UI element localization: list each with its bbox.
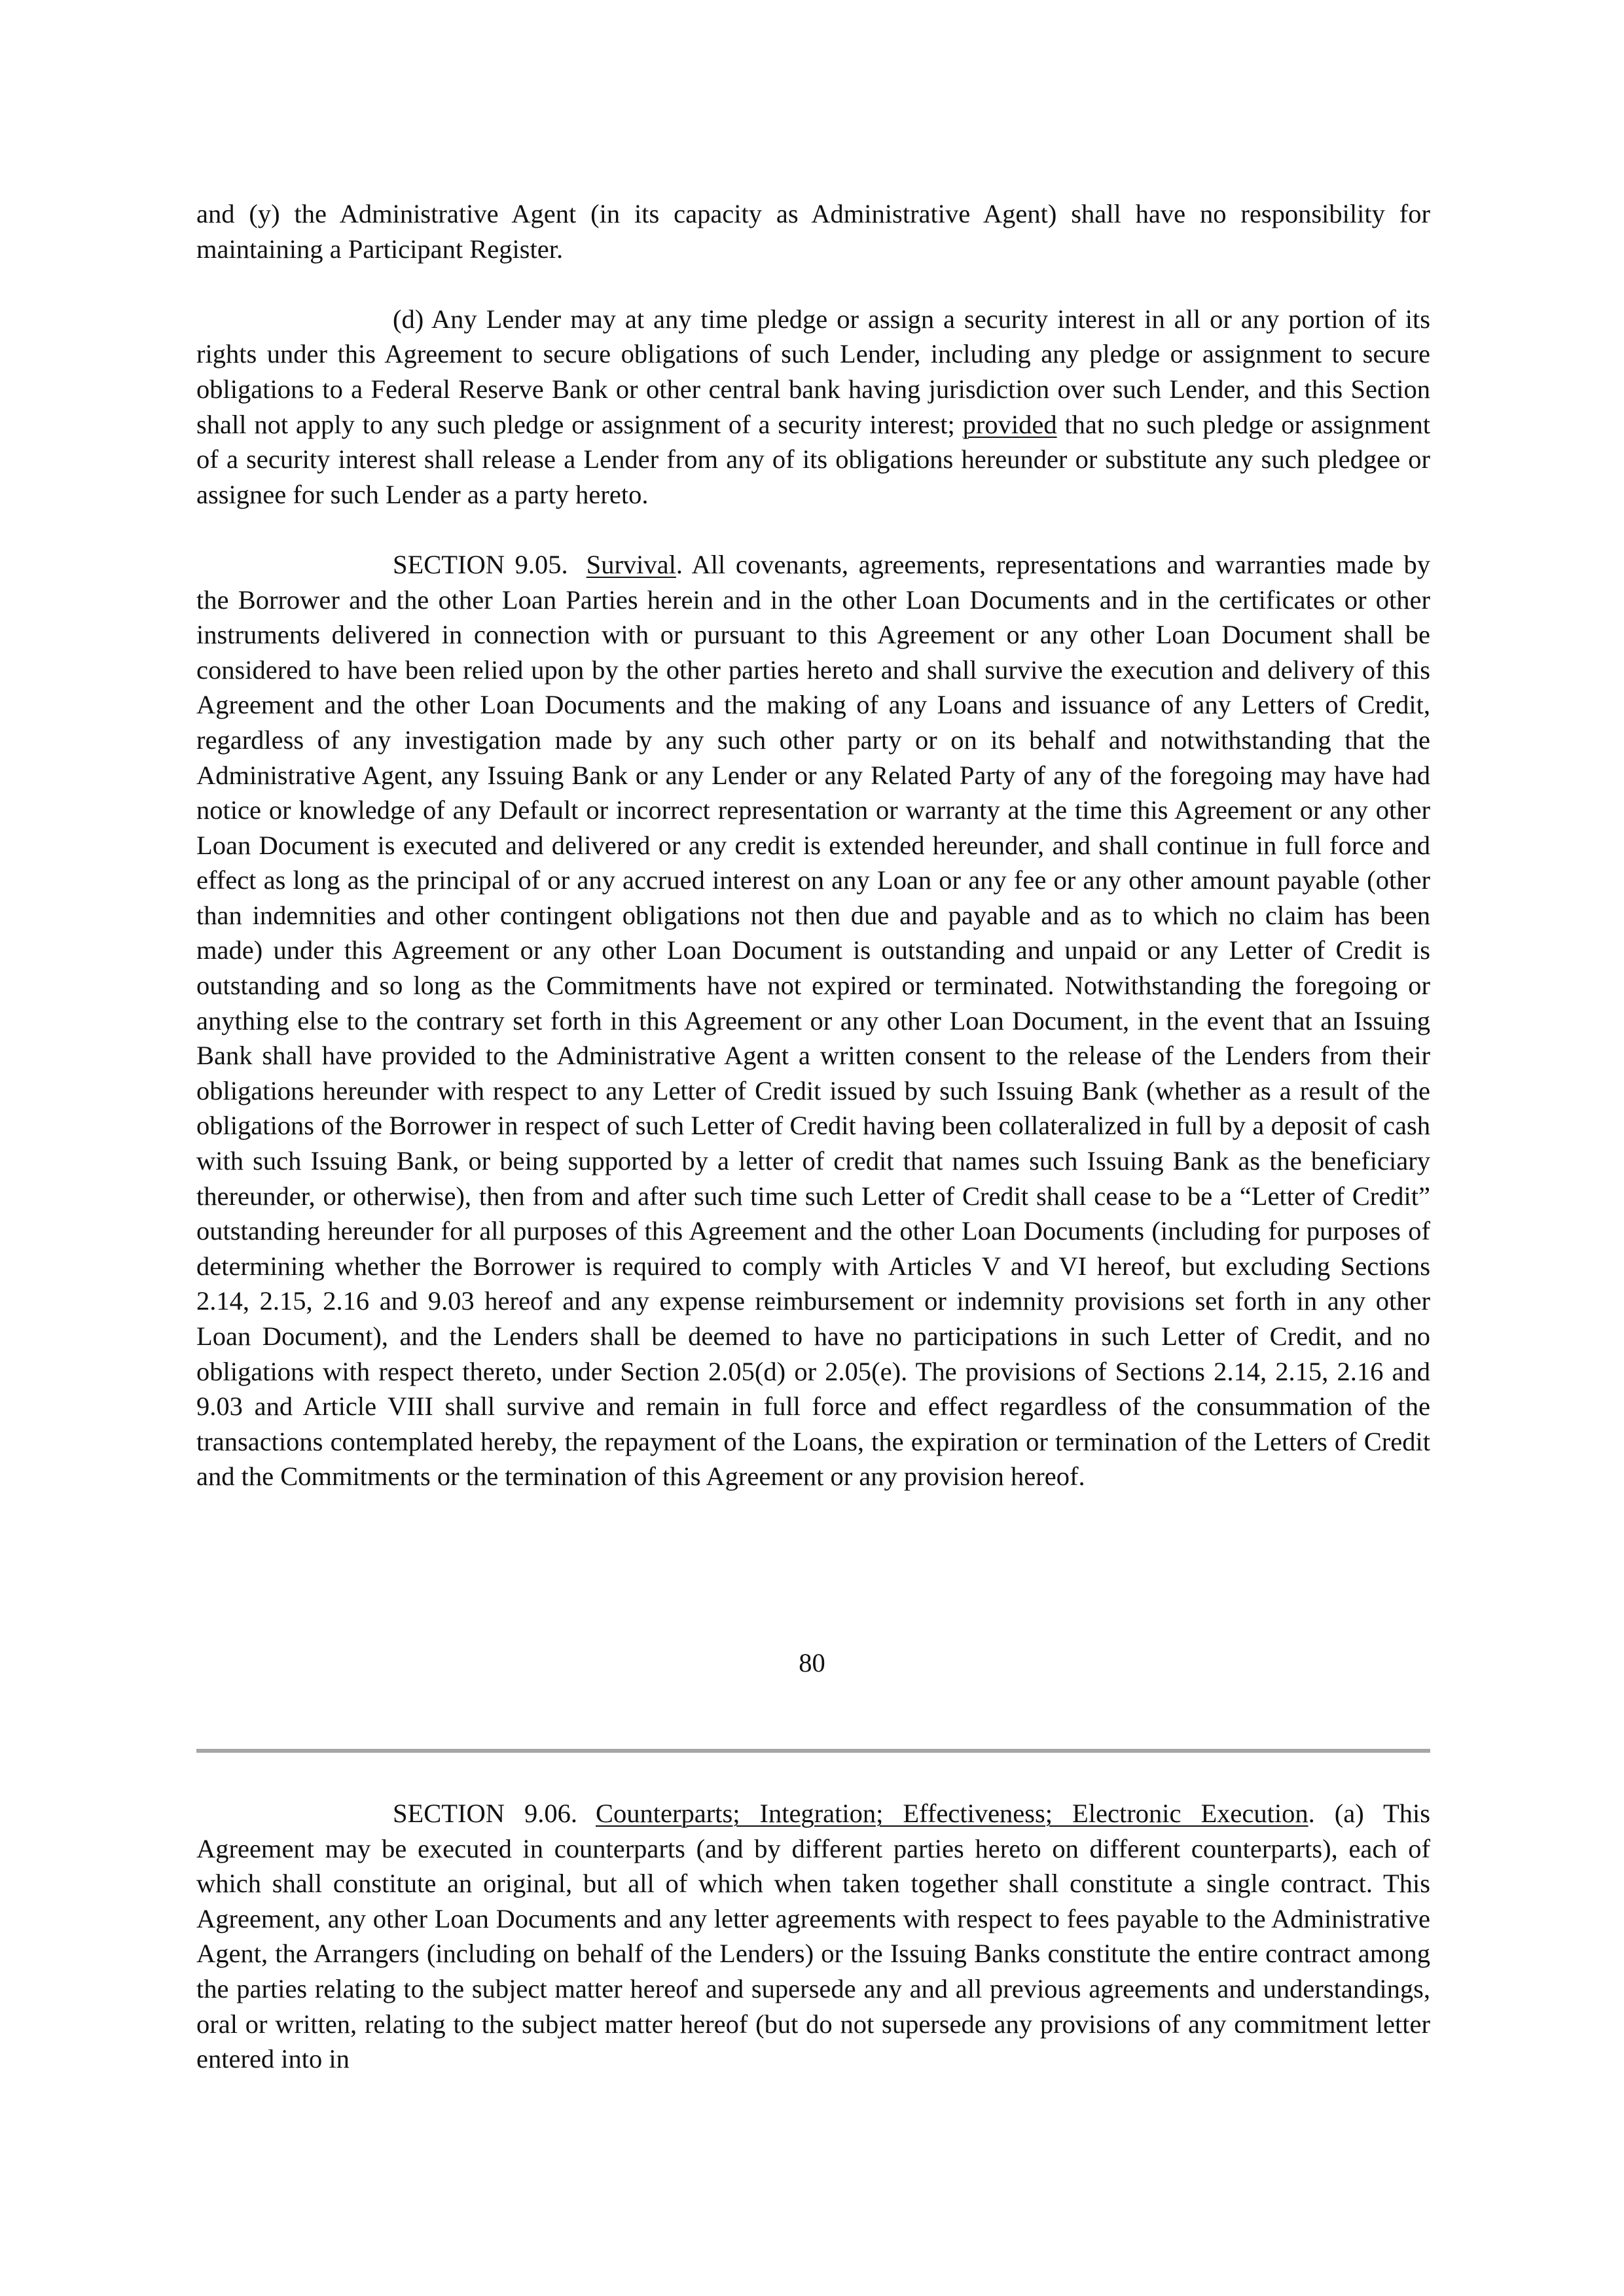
paragraph-participant-register: and (y) the Administrative Agent (in its capacity as Administrative Agent) shall have no responsibility for maintaining a Participant Register.	[196, 199, 1430, 264]
section-9-06-body: (a) This Agreement may be executed in counterparts (and by different parties hereto on different counterparts), each of which shall constitute an original, but all of which when taken together shall constitute a single contract. This Agreement, any other Loan Documents and any letter agreements with respect to fees payable to the Administrative Agent, the Arrangers (including on behalf of the Lenders) or the Issuing Banks constitute the entire contract among the parties relating to the subject matter hereof and supersede any and all previous agreements and understandings, oral or written, relating to the subject matter hereof (but do not supersede any provisions of any commitment letter entered into in	[196, 1799, 1430, 2074]
page-number: 80	[799, 1648, 825, 1677]
page-text-top	[196, 196, 1430, 1494]
section-9-05	[196, 547, 1430, 1494]
provided-term: provided	[962, 409, 1057, 439]
section-9-06-period: .	[1308, 1799, 1315, 1828]
section-9-05-title: Survival	[586, 549, 676, 579]
page-text-bottom	[196, 1796, 1430, 2077]
section-9-06-label: SECTION 9.06.	[393, 1799, 577, 1828]
page-separator	[196, 1749, 1430, 1753]
paragraph-pledge-d-rest: that no such pledge or assignment of a security interest shall release a Lender from any of its obligations hereunder or substitute any such pledgee or assignee for such Lender as a party hereto.	[196, 409, 1431, 509]
section-9-05-body: . All covenants, agreements, representations and warranties made by the Borrower and the other Loan Parties herein and in the other Loan Documents and in the certificates or other instruments delivered in connection with or pursuant to this Agreement or any other Loan Document shall be considered to have been relied upon by the other parties hereto and shall survive the execution and delivery of this Agreement and the other Loan Documents and the making of any Loans and issuance of any Letters of Credit, regardless of any investigation made by any such other party or on its behalf and notwithstanding that the Administrative Agent, any Issuing Bank or any Lender or any Related Party of any of the foregoing may have had notice or knowledge of any Default or incorrect representation or warranty at the time this Agreement or any other Loan Document is executed and delivered or any credit is extended hereunder, and shall continue in full force and effect as long as the principal of or any accrued interest on any Loan or any fee or any other amount payable (other than indemnities and other contingent obligations not then due and payable and as to which no claim has been made) under this Agreement or any other Loan Document is outstanding and unpaid or any Letter of Credit is outstanding and so long as the Commitments have not expired or terminated. Notwithstanding the foregoing or anything else to the contrary set forth in this Agreement or any other Loan Document, in the event that an Issuing Bank shall have provided to the Administrative Agent a written consent to the release of the Lenders from their obligations hereunder with respect to any Letter of Credit issued by such Issuing Bank (whether as a result of the obligations of the Borrower in respect of such Letter of Credit having been collateralized in full by a deposit of cash with such Issuing Bank, or being supported by a letter of credit that names such Issuing Bank as the beneficiary thereunder, or otherwise), then from and after such time such Letter of Credit shall cease to be a “Letter of Credit” outstanding hereunder for all purposes of this Agreement and the other Loan Documents (including for purposes of determining whether the Borrower is required to comply with Articles V and VI hereof, but excluding Sections 2.14, 2.15, 2.16 and 9.03 hereof and any expense reimbursement or indemnity provisions set forth in any other Loan Document), and the Lenders shall be deemed to have no participations in such Letter of Credit, and no obligations with respect thereto, under Section 2.05(d) or 2.05(e). The provisions of Sections 2.14, 2.15, 2.16 and 9.03 and Article VIII shall survive and remain in full force and effect regardless of the consummation of the transactions contemplated hereby, the repayment of the Loans, the expiration or termination of the Letters of Credit and the Commitments or the termination of this Agreement or any provision hereof.	[196, 549, 1430, 1492]
section-9-06-title: Counterparts; Integration; Effectiveness; Electronic Execution	[596, 1799, 1308, 1828]
section-9-05-label: SECTION 9.05.	[393, 549, 568, 579]
paragraph-pledge-d	[196, 302, 1430, 512]
section-9-06	[196, 1796, 1430, 2077]
paragraph-pledge-d-text: (d) Any Lender may at any time pledge or assign a security interest in all or any portion of its rights under this Agreement to secure obligations of such Lender, including any pledge or assignment to secure obligations to a Federal Reserve Bank or other central bank having jurisdiction over such Lender, and this Section shall not apply to any such pledge or assignment of a security interest;	[196, 304, 1430, 439]
